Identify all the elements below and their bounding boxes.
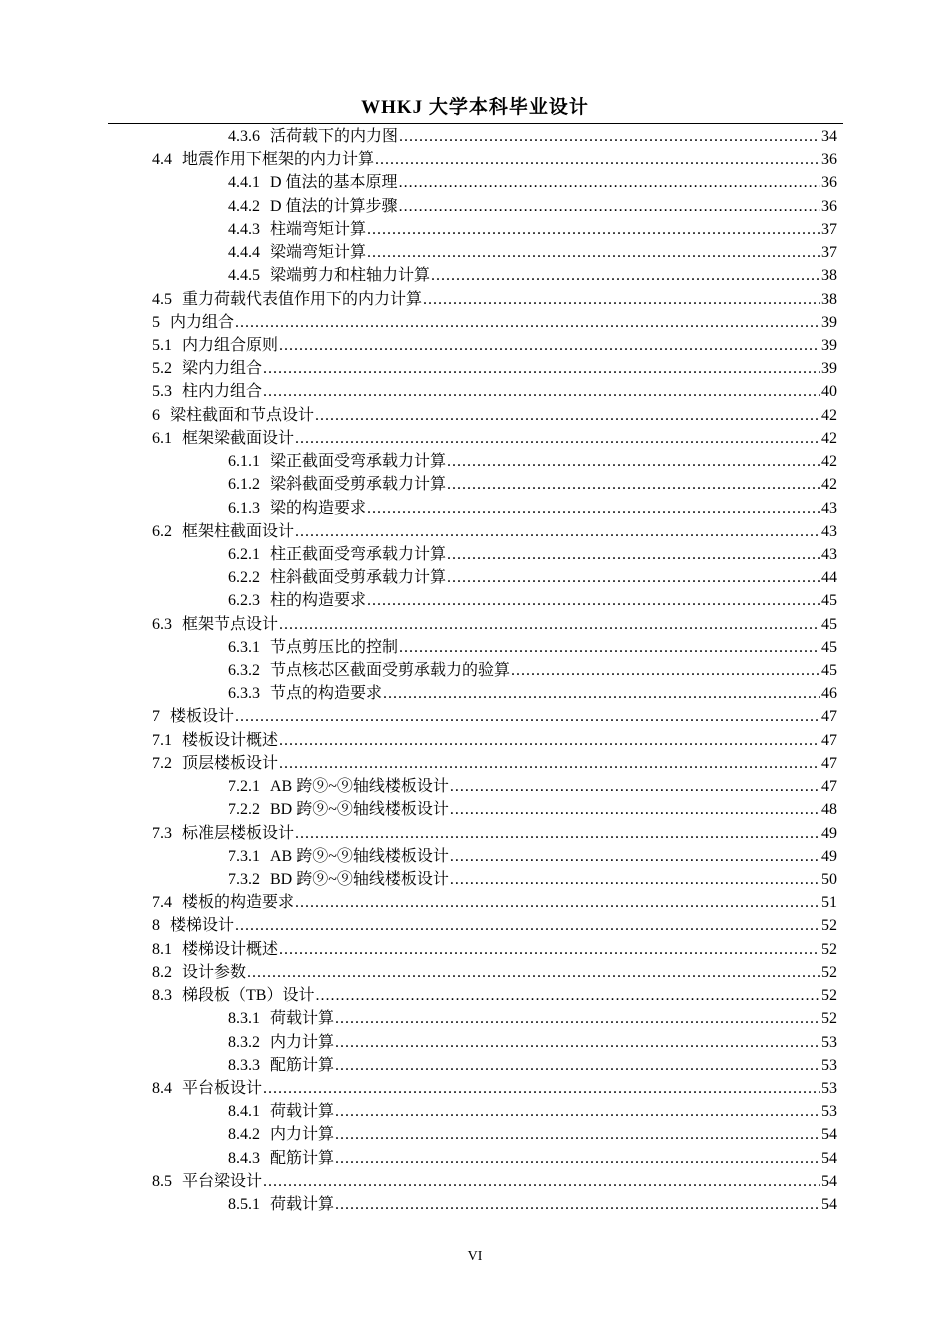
toc-dot-leader: [447, 450, 820, 473]
toc-entry[interactable]: [0, 705, 950, 728]
toc-entry-title: 内力计算: [270, 1126, 335, 1144]
toc-entry[interactable]: [0, 566, 950, 589]
toc-entry-title: 框架柱截面设计: [182, 522, 295, 540]
toc-entry[interactable]: [0, 218, 950, 241]
toc-entry-title: 楼板设计概述: [182, 731, 279, 749]
toc-dot-leader: [335, 1007, 820, 1030]
toc-entry-page: 52: [821, 917, 837, 935]
toc-entry-page: 42: [821, 429, 837, 447]
toc-entry-number: 7.4: [152, 894, 172, 912]
document-header-title: WHKJ 大学本科毕业设计: [361, 97, 589, 118]
toc-dot-leader: [447, 566, 820, 589]
toc-entry-title: 顶层楼板设计: [182, 754, 279, 772]
toc-entry-title: 楼梯设计概述: [182, 940, 279, 958]
toc-entry-number: 7.2: [152, 754, 172, 772]
toc-dot-leader: [431, 264, 820, 287]
toc-entry-number: 6.1.1: [228, 453, 260, 471]
toc-entry-title: AB 跨⑨~⑨轴线楼板设计: [270, 778, 449, 796]
toc-entry-page: 36: [821, 151, 837, 169]
toc-entry-title: BD 跨⑨~⑨轴线楼板设计: [270, 801, 449, 819]
toc-entry[interactable]: [0, 682, 950, 705]
toc-entry[interactable]: [0, 1077, 950, 1100]
toc-entry-page: 52: [821, 1010, 837, 1028]
toc-entry-number: 5.3: [152, 383, 172, 401]
toc-entry-number: 8.3.2: [228, 1033, 260, 1051]
toc-entry-page: 42: [821, 406, 837, 424]
toc-entry-page: 45: [821, 592, 837, 610]
toc-entry-number: 6.3.1: [228, 638, 260, 656]
toc-dot-leader: [235, 705, 820, 728]
toc-entry-title: 荷载计算: [270, 1196, 335, 1214]
toc-entry-number: 4.3.6: [228, 128, 260, 145]
toc-entry-number: 6.1.2: [228, 476, 260, 494]
toc-entry[interactable]: [0, 752, 950, 775]
toc-entry-title: 梁端剪力和柱轴力计算: [270, 267, 431, 285]
toc-dot-leader: [279, 752, 820, 775]
toc-entry-number: 8.3: [152, 987, 172, 1005]
toc-entry-page: 39: [821, 313, 837, 331]
toc-entry-page: 53: [821, 1079, 837, 1097]
toc-entry-number: 4.4.3: [228, 220, 260, 238]
toc-entry-page: 44: [821, 569, 837, 587]
toc-entry-page: 49: [821, 847, 837, 865]
toc-entry-number: 4.4.1: [228, 174, 260, 192]
toc-entry-page: 45: [821, 662, 837, 680]
toc-entry-number: 8: [152, 917, 160, 935]
toc-dot-leader: [450, 798, 820, 821]
toc-entry[interactable]: [0, 1100, 950, 1123]
toc-entry-page: 37: [821, 244, 837, 262]
toc-dot-leader: [423, 288, 820, 311]
toc-entry-number: 6.2.1: [228, 545, 260, 563]
toc-entry-number: 4.5: [152, 290, 172, 308]
toc-entry-title: 标准层楼板设计: [182, 824, 295, 842]
toc-entry-title: 梁端弯矩计算: [270, 244, 367, 262]
toc-dot-leader: [447, 543, 820, 566]
toc-entry-page: 36: [821, 174, 837, 192]
toc-entry-number: 8.4: [152, 1079, 172, 1097]
toc-dot-leader: [399, 125, 820, 148]
toc-entry-page: 51: [821, 894, 837, 912]
toc-entry-number: 6.3.2: [228, 662, 260, 680]
toc-entry-number: 7.3: [152, 824, 172, 842]
toc-entry-page: 53: [821, 1103, 837, 1121]
toc-entry-number: 5: [152, 313, 160, 331]
toc-dot-leader: [263, 357, 820, 380]
toc-entry-page: 54: [821, 1196, 837, 1214]
toc-dot-leader: [367, 497, 820, 520]
toc-entry-number: 6.3: [152, 615, 172, 633]
toc-entry-page: 39: [821, 336, 837, 354]
toc-entry-title: 荷载计算: [270, 1010, 335, 1028]
toc-entry-title: 框架梁截面设计: [182, 429, 295, 447]
toc-entry[interactable]: [0, 241, 950, 264]
toc-entry[interactable]: [0, 729, 950, 752]
toc-entry[interactable]: [0, 357, 950, 380]
toc-entry-title: 梯段板（TB）设计: [182, 987, 315, 1005]
toc-entry-number: 6.1: [152, 429, 172, 447]
toc-entry-title: 内力组合: [170, 313, 235, 331]
toc-entry[interactable]: [0, 404, 950, 427]
toc-entry-number: 6.2.2: [228, 569, 260, 587]
toc-entry-number: 8.3.1: [228, 1010, 260, 1028]
toc-entry[interactable]: [0, 868, 950, 891]
toc-entry-page: 45: [821, 638, 837, 656]
toc-entry-title: 楼板设计: [170, 708, 235, 726]
toc-dot-leader: [279, 334, 820, 357]
toc-entry-number: 4.4.2: [228, 197, 260, 215]
toc-dot-leader: [367, 241, 820, 264]
toc-entry[interactable]: [0, 334, 950, 357]
toc-entry-number: 5.1: [152, 336, 172, 354]
toc-entry-title: D 值法的计算步骤: [270, 197, 398, 215]
toc-entry[interactable]: [0, 775, 950, 798]
toc-dot-leader: [295, 427, 820, 450]
toc-dot-leader: [315, 404, 820, 427]
toc-entry[interactable]: [0, 1147, 950, 1170]
toc-dot-leader: [335, 1193, 820, 1216]
toc-entry-page: 36: [821, 197, 837, 215]
toc-dot-leader: [279, 729, 820, 752]
toc-entry[interactable]: [0, 195, 950, 218]
toc-dot-leader: [383, 682, 820, 705]
toc-dot-leader: [263, 1170, 820, 1193]
toc-entry[interactable]: [0, 1193, 950, 1216]
toc-dot-leader: [511, 659, 820, 682]
toc-entry-page: 54: [821, 1149, 837, 1167]
toc-entry-title: 节点剪压比的控制: [270, 638, 399, 656]
toc-dot-leader: [335, 1100, 820, 1123]
toc-entry-page: 53: [821, 1033, 837, 1051]
toc-entry[interactable]: [0, 427, 950, 450]
toc-entry[interactable]: [0, 914, 950, 937]
footer-page-number: VI: [467, 1249, 483, 1264]
toc-entry-number: 8.3.3: [228, 1056, 260, 1074]
toc-dot-leader: [315, 984, 820, 1007]
toc-entry-page: 38: [821, 290, 837, 308]
toc-entry[interactable]: [0, 984, 950, 1007]
toc-entry[interactable]: [0, 938, 950, 961]
toc-dot-leader: [450, 845, 820, 868]
toc-dot-leader: [247, 961, 820, 984]
toc-entry-title: 配筋计算: [270, 1056, 335, 1074]
toc-entry-number: 7.3.2: [228, 871, 260, 888]
toc-entry-title: 地震作用下框架的内力计算: [182, 151, 375, 169]
toc-entry-title: 楼梯设计: [170, 917, 235, 935]
toc-entry[interactable]: [0, 520, 950, 543]
toc-entry-page: 48: [821, 801, 837, 819]
toc-entry-page: 39: [821, 360, 837, 378]
toc-dot-leader: [295, 520, 820, 543]
header-divider: [108, 123, 843, 124]
toc-entry-page: 46: [821, 685, 837, 703]
toc-entry-number: 7: [152, 708, 160, 726]
toc-dot-leader: [399, 171, 820, 194]
toc-entry[interactable]: [0, 961, 950, 984]
toc-entry-title: 内力计算: [270, 1033, 335, 1051]
toc-entry-number: 7.1: [152, 731, 172, 749]
toc-entry-title: BD 跨⑨~⑨轴线楼板设计: [270, 871, 449, 888]
toc-entry[interactable]: [0, 1170, 950, 1193]
toc-entry-page: 47: [821, 731, 837, 749]
toc-entry-page: 47: [821, 708, 837, 726]
toc-entry-title: 节点核芯区截面受剪承载力的验算: [270, 662, 511, 680]
toc-entry[interactable]: [0, 264, 950, 287]
toc-entry-page: 47: [821, 778, 837, 796]
toc-entry[interactable]: [0, 589, 950, 612]
toc-entry-number: 4.4.5: [228, 267, 260, 285]
toc-entry[interactable]: [0, 822, 950, 845]
toc-entry-page: 43: [821, 499, 837, 517]
toc-entry-title: 平台板设计: [182, 1079, 263, 1097]
toc-entry[interactable]: [0, 1007, 950, 1030]
toc-entry[interactable]: [0, 636, 950, 659]
toc-entry[interactable]: [0, 613, 950, 636]
toc-entry-number: 7.2.2: [228, 801, 260, 819]
toc-entry-page: 52: [821, 963, 837, 981]
toc-dot-leader: [235, 914, 820, 937]
toc-entry-title: 柱内力组合: [182, 383, 263, 401]
toc-entry-number: 8.5.1: [228, 1196, 260, 1214]
toc-entry-number: 7.2.1: [228, 778, 260, 796]
toc-entry-title: 框架节点设计: [182, 615, 279, 633]
toc-entry-title: AB 跨⑨~⑨轴线楼板设计: [270, 847, 449, 865]
toc-dot-leader: [295, 822, 820, 845]
toc-entry-number: 6: [152, 406, 160, 424]
toc-dot-leader: [263, 1077, 820, 1100]
toc-dot-leader: [375, 148, 820, 171]
toc-entry-title: 梁的构造要求: [270, 499, 367, 517]
toc-entry-page: 42: [821, 453, 837, 471]
toc-entry-number: 8.4.3: [228, 1149, 260, 1167]
toc-entry-page: 49: [821, 824, 837, 842]
toc-entry-number: 4.4.4: [228, 244, 260, 262]
toc-entry-number: 4.4: [152, 151, 172, 169]
toc-dot-leader: [450, 868, 820, 891]
toc-entry-page: 37: [821, 220, 837, 238]
toc-entry-number: 8.4.1: [228, 1103, 260, 1121]
toc-entry-title: 柱正截面受弯承载力计算: [270, 545, 447, 563]
toc-entry-page: 54: [821, 1126, 837, 1144]
toc-dot-leader: [335, 1031, 820, 1054]
toc-entry-title: 柱端弯矩计算: [270, 220, 367, 238]
toc-entry-page: 43: [821, 522, 837, 540]
toc-dot-leader: [279, 613, 820, 636]
toc-entry-number: 8.2: [152, 963, 172, 981]
toc-dot-leader: [295, 891, 820, 914]
toc-entry-number: 6.2.3: [228, 592, 260, 610]
toc-entry-number: 8.4.2: [228, 1126, 260, 1144]
toc-entry-page: 40: [821, 383, 837, 401]
toc-entry-title: 内力组合原则: [182, 336, 279, 354]
toc-entry-title: 梁柱截面和节点设计: [170, 406, 315, 424]
toc-dot-leader: [399, 636, 820, 659]
toc-entry-page: 53: [821, 1056, 837, 1074]
toc-entry-title: 荷载计算: [270, 1103, 335, 1121]
toc-entry-title: 梁斜截面受剪承载力计算: [270, 476, 447, 494]
toc-dot-leader: [263, 380, 820, 403]
toc-entry-number: 6.1.3: [228, 499, 260, 517]
toc-entry-number: 6.2: [152, 522, 172, 540]
toc-dot-leader: [399, 195, 820, 218]
toc-entry-title: 柱的构造要求: [270, 592, 367, 610]
toc-entry[interactable]: [0, 543, 950, 566]
toc-entry[interactable]: [0, 845, 950, 868]
toc-entry-page: 43: [821, 545, 837, 563]
toc-entry-title: 柱斜截面受剪承载力计算: [270, 569, 447, 587]
toc-entry[interactable]: [0, 380, 950, 403]
toc-dot-leader: [447, 473, 820, 496]
toc-entry-title: 平台梁设计: [182, 1172, 263, 1190]
toc-entry[interactable]: [0, 450, 950, 473]
toc-entry-page: 52: [821, 940, 837, 958]
toc-entry-number: 8.5: [152, 1172, 172, 1190]
toc-entry-number: 6.3.3: [228, 685, 260, 703]
toc-entry[interactable]: [0, 148, 950, 171]
toc-entry[interactable]: [0, 891, 950, 914]
toc-entry-title: D 值法的基本原理: [270, 174, 398, 192]
toc-entry-title: 梁内力组合: [182, 360, 263, 378]
toc-entry-number: 8.1: [152, 940, 172, 958]
toc-dot-leader: [279, 938, 820, 961]
toc-entry[interactable]: [0, 1123, 950, 1146]
toc-dot-leader: [335, 1123, 820, 1146]
toc-entry-page: 52: [821, 987, 837, 1005]
toc-entry-page: 45: [821, 615, 837, 633]
toc-entry-title: 楼板的构造要求: [182, 894, 295, 912]
toc-entry-title: 设计参数: [182, 963, 247, 981]
toc-entry-page: 38: [821, 267, 837, 285]
toc-entry[interactable]: [0, 171, 950, 194]
toc-entry-page: 34: [821, 128, 837, 145]
toc-entry-number: 7.3.1: [228, 847, 260, 865]
toc-entry[interactable]: [0, 311, 950, 334]
toc-entry-title: 梁正截面受弯承载力计算: [270, 453, 447, 471]
toc-entry[interactable]: [0, 1031, 950, 1054]
toc-entry-page: 50: [821, 871, 837, 888]
toc-entry[interactable]: [0, 473, 950, 496]
toc-entry-title: 配筋计算: [270, 1149, 335, 1167]
toc-dot-leader: [235, 311, 820, 334]
toc-entry-title: 活荷载下的内力图: [270, 128, 399, 145]
toc-entry-title: 重力荷载代表值作用下的内力计算: [182, 290, 423, 308]
toc-dot-leader: [335, 1054, 820, 1077]
toc-entry-page: 47: [821, 754, 837, 772]
toc-dot-leader: [335, 1147, 820, 1170]
toc-entry[interactable]: [0, 288, 950, 311]
toc-dot-leader: [367, 589, 820, 612]
toc-entry[interactable]: [0, 125, 950, 148]
toc-entry[interactable]: [0, 1054, 950, 1077]
toc-entry[interactable]: [0, 798, 950, 821]
toc-entry[interactable]: [0, 497, 950, 520]
toc-dot-leader: [450, 775, 820, 798]
toc-dot-leader: [367, 218, 820, 241]
toc-entry-title: 节点的构造要求: [270, 685, 383, 703]
table-of-contents: [0, 125, 950, 1216]
toc-entry-page: 54: [821, 1172, 837, 1190]
toc-entry[interactable]: [0, 659, 950, 682]
toc-entry-number: 5.2: [152, 360, 172, 378]
toc-entry-page: 42: [821, 476, 837, 494]
